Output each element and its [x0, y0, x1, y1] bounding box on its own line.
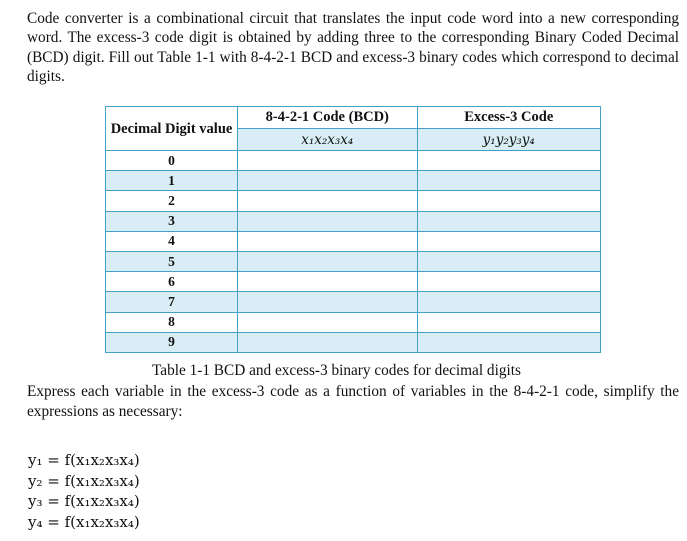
header-excess3-code: Excess-3 Code	[417, 107, 600, 129]
cell-bcd-input[interactable]	[238, 211, 417, 231]
cell-excess3-input[interactable]	[417, 151, 600, 171]
cell-excess3-input[interactable]	[417, 191, 600, 211]
table-row	[106, 292, 601, 312]
cell-digit: 4	[106, 231, 238, 251]
equation-list	[28, 450, 140, 532]
table-caption: Table 1-1 BCD and excess-3 binary codes for decimal digits	[152, 362, 521, 379]
cell-excess3-input[interactable]	[417, 332, 600, 352]
table-row	[106, 171, 601, 191]
cell-bcd-input[interactable]	[238, 312, 417, 332]
equation-y4: y₄ = f(x₁x₂x₃x₄)	[28, 512, 140, 531]
cell-excess3-input[interactable]	[417, 272, 600, 292]
cell-digit: 1	[106, 171, 238, 191]
table-header-row	[106, 107, 601, 129]
table-row	[106, 191, 601, 211]
cell-bcd-input[interactable]	[238, 251, 417, 271]
table-row	[106, 312, 601, 332]
cell-excess3-input[interactable]	[417, 312, 600, 332]
cell-digit: 5	[106, 251, 238, 271]
express-instructions: Express each variable in the excess-3 code as a function of variables in the 8-4-2-1 code, simplify the expressions as necessary:	[27, 383, 679, 420]
cell-digit: 6	[106, 272, 238, 292]
cell-digit: 9	[106, 332, 238, 352]
cell-digit: 8	[106, 312, 238, 332]
intro-paragraph: Code converter is a combinational circuit that translates the input code word into a new corresponding word. The excess-3 code digit is obtained by adding three to the corresponding Binary Coded Decimal (BCD) digit. Fill out Table 1-1 with 8-4-2-1 BCD and excess-3 binary codes which correspond to decimal digits.	[27, 10, 679, 86]
equation-y1: y₁ = f(x₁x₂x₃x₄)	[28, 451, 140, 469]
table-row	[106, 251, 601, 271]
cell-bcd-input[interactable]	[238, 292, 417, 312]
cell-digit: 3	[106, 211, 238, 231]
cell-excess3-input[interactable]	[417, 211, 600, 231]
equation-y3: y₃ = f(x₁x₂x₃x₄)	[28, 492, 140, 510]
cell-bcd-input[interactable]	[238, 151, 417, 171]
cell-bcd-input[interactable]	[238, 332, 417, 352]
cell-bcd-input[interactable]	[238, 231, 417, 251]
equation-y2: y₂ = f(x₁x₂x₃x₄)	[28, 471, 140, 490]
cell-digit: 7	[106, 292, 238, 312]
bcd-excess3-table	[105, 106, 601, 353]
cell-bcd-input[interactable]	[238, 191, 417, 211]
table-row	[106, 272, 601, 292]
table-row	[106, 151, 601, 171]
cell-excess3-input[interactable]	[417, 231, 600, 251]
cell-digit: 0	[106, 151, 238, 171]
header-decimal-digit: Decimal Digit value	[106, 107, 238, 151]
table-row	[106, 332, 601, 352]
cell-excess3-input[interactable]	[417, 292, 600, 312]
cell-excess3-input[interactable]	[417, 171, 600, 191]
cell-bcd-input[interactable]	[238, 272, 417, 292]
table-row	[106, 211, 601, 231]
subheader-excess3-variables: y₁y₂y₃y₄	[417, 129, 600, 151]
cell-excess3-input[interactable]	[417, 251, 600, 271]
subheader-bcd-variables: x₁x₂x₃x₄	[238, 129, 417, 151]
header-bcd-code: 8-4-2-1 Code (BCD)	[238, 107, 417, 129]
table-row	[106, 231, 601, 251]
cell-digit: 2	[106, 191, 238, 211]
cell-bcd-input[interactable]	[238, 171, 417, 191]
